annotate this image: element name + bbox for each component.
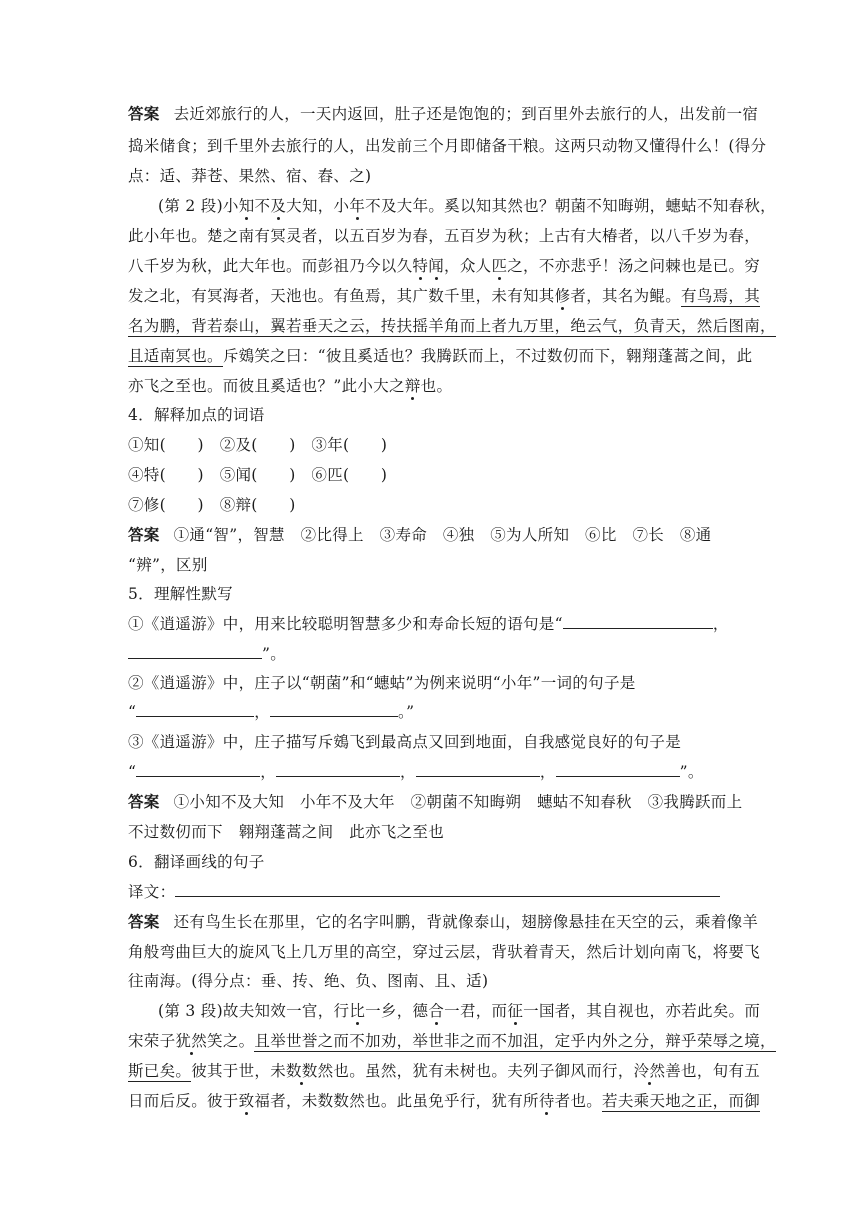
answer-text: ①通“智”，智慧 ②比得上 ③寿命 ④独 ⑤为人所知 ⑥比 ⑦长 ⑧通 bbox=[173, 526, 712, 544]
punct: ， bbox=[712, 615, 729, 633]
passage-text: 不及大年。奚以知其然也？朝菌不知晦朔，蟪蛄不知春秋， bbox=[365, 197, 776, 215]
question-5-item-3: ③《逍遥游》中，庄子描写斥鴳飞到最高点又回到地面，自我感觉良好的句子是 bbox=[128, 733, 682, 751]
fill-blank[interactable] bbox=[563, 614, 713, 629]
fill-blank[interactable] bbox=[136, 702, 254, 717]
translation-blank[interactable] bbox=[175, 882, 720, 897]
passage-text: ，众人 bbox=[444, 257, 492, 275]
passage-text: 彼其于世，未 bbox=[191, 1062, 287, 1080]
passage-text: 宋荣子 bbox=[128, 1032, 176, 1050]
question-4-title: 4．解释加点的词语 bbox=[128, 406, 265, 424]
dotted-word: 匹 bbox=[491, 257, 508, 275]
punct: “ bbox=[128, 703, 137, 721]
question-6-translation bbox=[128, 882, 738, 902]
passage-text: 八千岁为秋，此大年也。而彭祖乃今以久 bbox=[128, 257, 413, 275]
fill-blank[interactable] bbox=[128, 644, 262, 659]
underlined-sentence: 斯已矣。 bbox=[128, 1062, 192, 1080]
passage-2-line-7 bbox=[128, 376, 738, 396]
question-4-row-1: ①知( ) ②及( ) ③年( ) bbox=[128, 436, 388, 454]
question-4-row-3: ⑦修( ) ⑧辩( ) bbox=[128, 496, 296, 514]
punct: ”。 bbox=[262, 645, 287, 663]
dotted-word: 致 bbox=[238, 1092, 255, 1110]
punct: ”。 bbox=[679, 763, 704, 781]
dotted-word: 征 bbox=[507, 1002, 524, 1020]
passage-text: 福者，未数数然也。此虽免乎行，犹有所 bbox=[254, 1092, 539, 1110]
passage-text: (第 2 段)小 bbox=[158, 197, 239, 215]
item-text: ①《逍遥游》中，用来比较聪明智慧多少和寿命长短的语句是“ bbox=[128, 615, 563, 633]
passage-2-line-2: 此小年也。楚之南有冥灵者，以五百岁为春，五百岁为秋；上古有大椿者，以八千岁为春， bbox=[128, 227, 761, 245]
dotted-word: 知 bbox=[238, 197, 255, 215]
question-5-item-2-cont bbox=[128, 702, 738, 722]
punct: ， bbox=[254, 703, 271, 721]
punct: “ bbox=[128, 763, 137, 781]
question-5-item-1-cont bbox=[128, 644, 738, 664]
answer-text: ①小知不及大知 小年不及大年 ②朝菌不知晦朔 蟪蛄不知春秋 ③我腾跃而上 bbox=[173, 793, 743, 811]
passage-2-line-6 bbox=[128, 346, 753, 366]
answer-6-line-1 bbox=[128, 912, 759, 932]
underlined-sentence: 若夫乘天地之正，而御 bbox=[602, 1092, 761, 1110]
fill-blank[interactable] bbox=[556, 762, 680, 777]
answer-label: 答案 bbox=[128, 526, 160, 544]
fill-blank[interactable] bbox=[276, 762, 400, 777]
answer-4-line-1 bbox=[128, 525, 738, 545]
passage-text: 笑之。 bbox=[207, 1032, 255, 1050]
dotted-word: 待 bbox=[538, 1092, 555, 1110]
question-5-item-3-cont bbox=[128, 762, 738, 782]
dotted-word: 闻 bbox=[428, 257, 445, 275]
answer-label: 答案 bbox=[128, 105, 160, 123]
passage-2-line-5 bbox=[128, 316, 776, 336]
translation-label: 译文： bbox=[128, 883, 176, 901]
question-4-row-2: ④特( ) ⑤闻( ) ⑥匹( ) bbox=[128, 466, 388, 484]
dotted-word: 及 bbox=[270, 197, 287, 215]
underlined-sentence: 名为鹏，背若泰山，翼若垂天之云，抟扶摇羊角而上者九万里，绝云气，负青天，然后图南， bbox=[128, 317, 776, 335]
question-5-title: 5．理解性默写 bbox=[128, 585, 233, 603]
dotted-word: 泠然 bbox=[633, 1062, 666, 1080]
answer-4-line-2: “辨”，区别 bbox=[128, 556, 208, 574]
dotted-word: 合 bbox=[428, 1002, 445, 1020]
dotted-word: 特 bbox=[412, 257, 429, 275]
underlined-sentence: 且适南冥也。 bbox=[128, 347, 223, 365]
punct: ， bbox=[400, 763, 416, 781]
passage-3-line-1 bbox=[158, 1001, 768, 1021]
answer-1-line-1 bbox=[128, 104, 759, 124]
dotted-word: 数数 bbox=[286, 1062, 318, 1080]
passage-text: 发之北，有冥海者，天池也。有鱼焉，其广数千里，未有知其 bbox=[128, 287, 555, 305]
passage-text: (第 3 段)故夫知效一官，行 bbox=[158, 1002, 350, 1020]
punct: ， bbox=[539, 763, 556, 781]
passage-text: 一君，而 bbox=[444, 1002, 508, 1020]
fill-blank[interactable] bbox=[136, 762, 260, 777]
fill-blank[interactable] bbox=[270, 702, 398, 717]
answer-1-line-2: 捣米储食；到千里外去旅行的人，出发前三个月即储备干粮。这两只动物又懂得什么！(得分 bbox=[128, 137, 767, 155]
punct: ， bbox=[260, 763, 277, 781]
passage-text: 亦飞之至也。而彼且奚适也？”此小大之 bbox=[128, 377, 405, 395]
dotted-word: 比 bbox=[349, 1002, 366, 1020]
fill-blank[interactable] bbox=[416, 762, 540, 777]
passage-text: 斥鴳笑之曰：“彼且奚适也？我腾跃而上，不过数仞而下，翱翔蓬蒿之间，此 bbox=[222, 347, 753, 365]
answer-text: 去近郊旅行的人，一天内返回，肚子还是饱饱的；到百里外去旅行的人，出发前一宿 bbox=[173, 105, 759, 123]
dotted-word: 年 bbox=[349, 197, 366, 215]
passage-text: 一国者，其自视也，亦若此矣。而 bbox=[523, 1002, 761, 1020]
answer-label: 答案 bbox=[128, 913, 160, 931]
passage-3-line-3 bbox=[128, 1061, 761, 1081]
answer-label: 答案 bbox=[128, 793, 160, 811]
passage-2-line-1 bbox=[158, 196, 776, 216]
passage-3-line-4 bbox=[128, 1091, 761, 1111]
answer-6-line-3: 往南海。(得分点：垂、抟、绝、负、图南、且、适) bbox=[128, 972, 489, 990]
underlined-sentence: 且举世誉之而不加劝，举世非之而不加沮，定乎内外之分，辩乎荣辱之境， bbox=[254, 1032, 776, 1050]
passage-2-line-4 bbox=[128, 286, 761, 306]
answer-5-line-2: 不过数仞而下 翱翔蓬蒿之间 此亦飞之至也 bbox=[128, 823, 445, 841]
passage-text: 也。 bbox=[420, 377, 453, 395]
passage-text: 日而后反。彼于 bbox=[128, 1092, 239, 1110]
passage-3-line-2 bbox=[128, 1031, 776, 1051]
underlined-sentence: 有鸟焉，其 bbox=[681, 287, 761, 305]
passage-text: 一乡，德 bbox=[365, 1002, 429, 1020]
passage-text: 不 bbox=[254, 197, 271, 215]
dotted-word: 辩 bbox=[404, 377, 421, 395]
answer-5-line-1 bbox=[128, 792, 743, 812]
dotted-word: 犹然 bbox=[175, 1032, 208, 1050]
passage-text: 然也。虽然，犹有未树也。夫列子御风而行， bbox=[317, 1062, 634, 1080]
punct: 。” bbox=[398, 703, 415, 721]
passage-text: 者，其名为鲲。 bbox=[570, 287, 682, 305]
answer-1-line-3: 点：适、莽苍、果然、宿、舂、之) bbox=[128, 167, 372, 185]
passage-text: 之，不亦悲乎！汤之问棘也是已。穷 bbox=[507, 257, 761, 275]
dotted-word: 修 bbox=[554, 287, 571, 305]
passage-text: 者也。 bbox=[554, 1092, 603, 1110]
passage-text: 善也，旬有五 bbox=[665, 1062, 761, 1080]
answer-6-line-2: 角般弯曲巨大的旋风飞上几万里的高空，穿过云层，背驮着青天，然后计划向南飞，将要飞 bbox=[128, 943, 761, 961]
answer-text: 还有鸟生长在那里，它的名字叫鹏，背就像泰山，翅膀像悬挂在天空的云，乘着像羊 bbox=[173, 913, 759, 931]
passage-text: 大知，小 bbox=[286, 197, 350, 215]
passage-2-line-3 bbox=[128, 256, 761, 276]
question-6-title: 6．翻译画线的句子 bbox=[128, 853, 265, 871]
question-5-item-2: ②《逍遥游》中，庄子以“朝菌”和“蟪蛄”为例来说明“小年”一词的句子是 bbox=[128, 674, 636, 692]
question-5-item-1 bbox=[128, 614, 738, 634]
